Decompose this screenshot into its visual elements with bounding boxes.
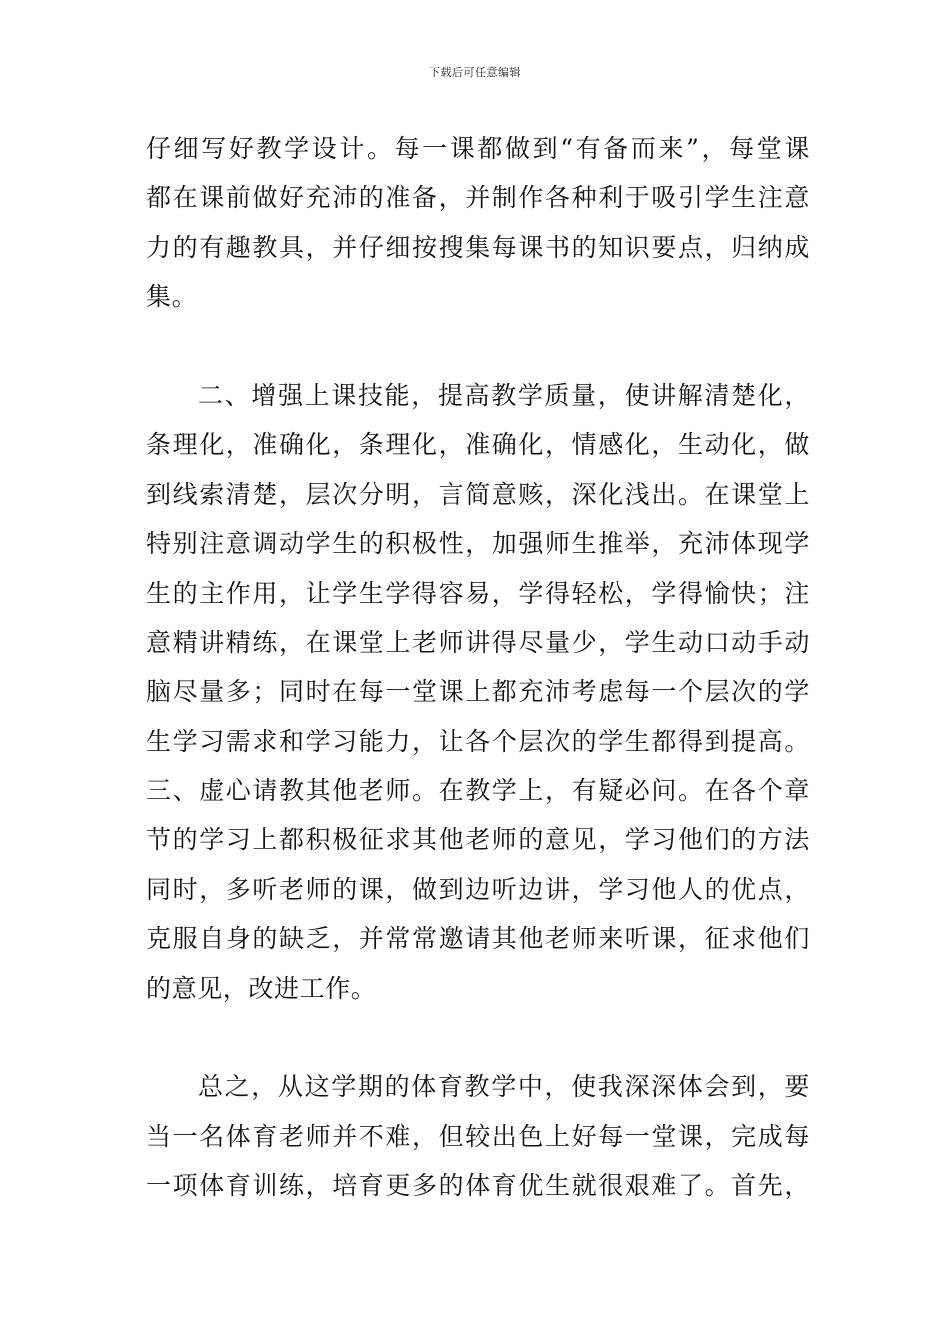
text-line: 仔细写好教学设计。每一课都做到“有备而来”，每堂课 — [146, 134, 810, 163]
text-line: 的意见，改进工作。 — [146, 973, 377, 1003]
text-line: 到线索清楚，层次分明，言简意赅，深化浅出。在课堂上 — [146, 479, 810, 509]
text-line: 三、虚心请教其他老师。在教学上，有疑必问。在各个章 — [146, 776, 810, 806]
text-line: 一项体育训练，培育更多的体育优生就很艰难了。首先， — [146, 1171, 810, 1201]
text-line: 生学习需求和学习能力，让各个层次的学生都得到提高。 — [146, 726, 810, 756]
text-line: 脑尽量多；同时在每一堂课上都充沛考虑每一个层次的学 — [146, 677, 810, 707]
text-line: 特别注意调动学生的积极性，加强师生推举，充沛体现学 — [146, 529, 810, 559]
text-line: 当一名体育老师并不难，但较出色上好每一堂课，完成每 — [146, 1121, 810, 1151]
text-line: 集。 — [146, 282, 198, 312]
document-body — [146, 124, 810, 1211]
text-line: 二、增强上课技能，提高教学质量，使讲解清楚化， — [198, 380, 810, 410]
text-line: 生的主作用，让学生学得容易，学得轻松，学得愉快；注 — [146, 578, 810, 608]
text-line: 都在课前做好充沛的准备，并制作各种利于吸引学生注意 — [146, 183, 810, 213]
text-line: 克服自身的缺乏，并常常邀请其他老师来听课，征求他们 — [146, 924, 810, 954]
text-line: 总之，从这学期的体育教学中，使我深深体会到，要 — [198, 1072, 810, 1102]
text-line: 条理化，准确化，条理化，准确化，情感化，生动化，做 — [146, 430, 810, 460]
text-line: 力的有趣教具，并仔细按搜集每课书的知识要点，归纳成 — [146, 232, 810, 262]
text-line: 意精讲精练，在课堂上老师讲得尽量少，学生动口动手动 — [146, 627, 810, 657]
text-line: 同时，多听老师的课，做到边听边讲，学习他人的优点， — [146, 874, 810, 904]
paragraph-gap — [146, 1013, 810, 1062]
page-header: 下载后可任意编辑 — [429, 66, 521, 79]
text-line: 节的学习上都积极征求其他老师的意见，学习他们的方法 — [146, 825, 810, 855]
paragraph-gap — [146, 322, 810, 371]
